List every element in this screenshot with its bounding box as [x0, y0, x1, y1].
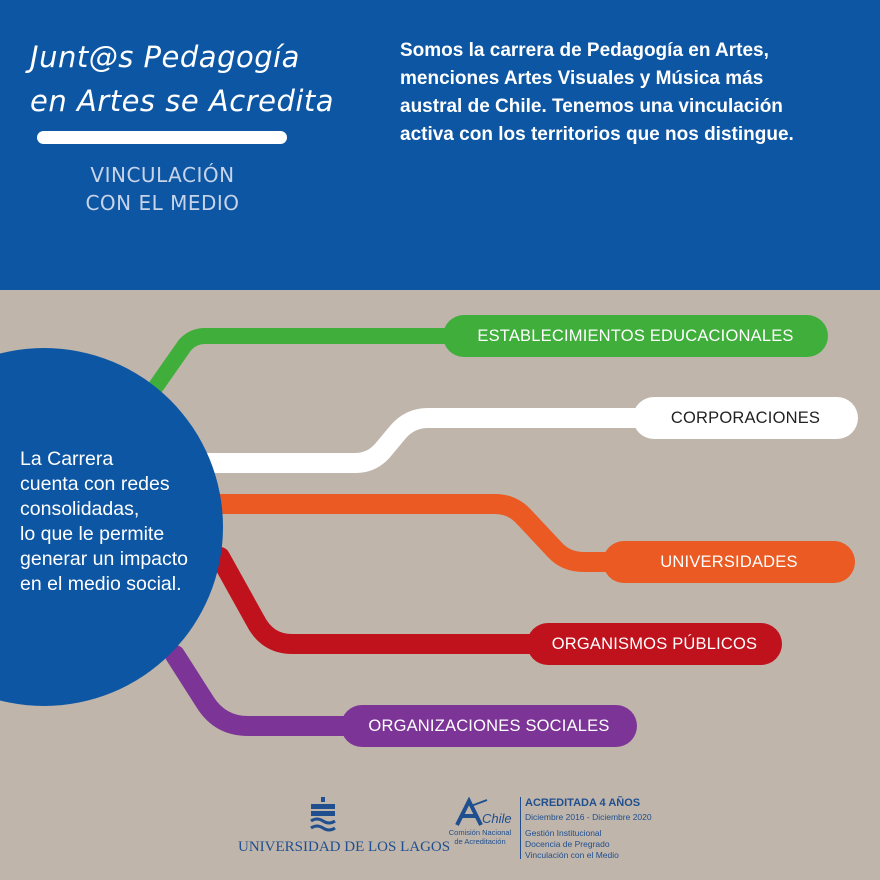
circle-text-line-4: lo que le permite — [20, 523, 165, 545]
circle-text-line-6: en el medio social. — [20, 573, 182, 595]
accreditation-period: Diciembre 2016 - Diciembre 2020 — [525, 812, 652, 822]
cna-name-line-1: Comisión Nacional — [448, 828, 512, 837]
circle-text-line-1: La Carrera — [20, 448, 114, 470]
intro-line-1: Somos la carrera de Pedagogía en Artes, — [400, 40, 769, 61]
accreditation-title: ACREDITADA 4 AÑOS — [525, 797, 641, 809]
network-pill-corporations: CORPORACIONES — [633, 397, 858, 439]
network-pill-social-orgs: ORGANIZACIONES SOCIALES — [341, 705, 637, 747]
branch-line-universities — [220, 504, 630, 562]
cna-chile-word: Chile — [482, 811, 512, 826]
cna-chile-icon — [453, 797, 513, 829]
accreditation-area-2: Docencia de Pregrado — [525, 839, 610, 849]
intro-line-3: austral de Chile. Tenemos una vinculación — [400, 96, 783, 117]
subtitle-line-1: VINCULACIÓN — [90, 163, 235, 187]
cna-chile-logo — [445, 797, 515, 849]
intro-line-2: menciones Artes Visuales y Música más — [400, 68, 764, 89]
subtitle-line-2: CON EL MEDIO — [85, 191, 240, 215]
branch-line-educational — [150, 336, 470, 395]
network-pill-public-bodies: ORGANISMOS PÚBLICOS — [527, 623, 782, 665]
circle-text-line-3: consolidadas, — [20, 498, 140, 520]
ulagos-wave-icon — [308, 797, 338, 833]
branch-line-public-bodies — [220, 557, 550, 644]
network-pill-universities: UNIVERSIDADES — [603, 541, 855, 583]
campaign-title-line-2: en Artes se Acredita — [30, 84, 335, 118]
branch-line-social-orgs — [175, 655, 370, 726]
campaign-title-line-1: Junt@s Pedagogía — [30, 40, 300, 74]
accreditation-divider — [520, 797, 521, 859]
circle-text-line-5: generar un impacto — [20, 548, 189, 570]
universidad-de-los-lagos-logo — [238, 797, 451, 862]
cna-name-line-2: de Acreditación — [454, 837, 506, 846]
accreditation-area-3: Vinculación con el Medio — [525, 850, 619, 860]
circle-text-line-2: cuenta con redes — [20, 473, 170, 495]
university-name: UNIVERSIDAD DE LOS LAGOS — [238, 839, 451, 855]
intro-line-4: activa con los territorios que nos distingue. — [400, 124, 794, 145]
branch-line-corporations — [190, 418, 660, 463]
network-pill-educational: ESTABLECIMIENTOS EDUCACIONALES — [443, 315, 828, 357]
accreditation-area-1: Gestión Institucional — [525, 828, 602, 838]
